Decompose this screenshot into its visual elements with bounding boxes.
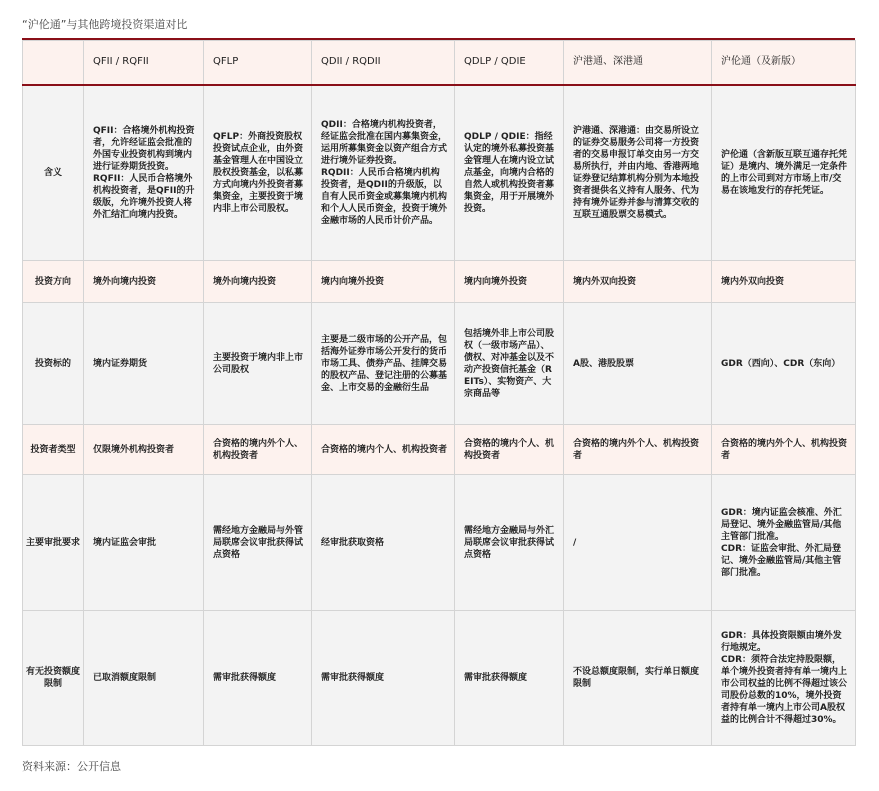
table-cell: 境内证券期货 — [84, 303, 204, 425]
table-cell: 需审批获得额度 — [312, 611, 455, 746]
table-cell: 境内证监会审批 — [84, 475, 204, 611]
table-cell: 需经地方金融局与外汇局联席会议审批获得试点资格 — [455, 475, 564, 611]
comparison-table — [22, 40, 856, 746]
source-note: 资料来源：公开信息 — [22, 760, 121, 773]
table-cell: 主要是二级市场的公开产品，包括海外证券市场公开发行的货币市场工具、债券产品、挂牌交易的股权产品、登记注册的公募基金、上市交易的金融衍生品 — [312, 303, 455, 425]
table-cell: 不设总额度限制，实行单日额度限制 — [564, 611, 712, 746]
table-cell: 境内向境外投资 — [455, 261, 564, 303]
table-cell: GDR（西向）、CDR（东向） — [712, 303, 856, 425]
row-label: 含义 — [23, 85, 84, 261]
table-row — [23, 261, 856, 303]
table-cell: 境外向境内投资 — [204, 261, 312, 303]
table-row — [23, 85, 856, 261]
header-connect: 沪港通、深港通 — [564, 41, 712, 85]
table-cell: QFII：合格境外机构投资者，允许经证监会批准的外国专业投资机构到境内进行证券期货投资。 RQFII：人民币合格境外机构投资者，是QFII的升级版，允许境外投资人将外汇结汇向境内投资。 — [84, 85, 204, 261]
table-cell: 经审批获取资格 — [312, 475, 455, 611]
table-cell: 合资格的境内个人、机构投资者 — [455, 425, 564, 475]
table-cell: 主要投资于境内非上市公司股权 — [204, 303, 312, 425]
table-cell: A股、港股股票 — [564, 303, 712, 425]
table-cell: 需审批获得额度 — [204, 611, 312, 746]
table-cell: QFLP：外商投资股权投资试点企业，由外资基金管理人在中国设立股权投资基金，以私募方式向境内外投资者募集资金，主要投资于境内非上市公司股权。 — [204, 85, 312, 261]
table-cell: 合资格的境内外个人、机构投资者 — [564, 425, 712, 475]
row-label: 投资标的 — [23, 303, 84, 425]
table-cell: QDLP / QDIE：指经认定的境外私募投资基金管理人在境内设立试点基金，向境内合格的自然人或机构投资者募集资金，用于开展境外投资。 — [455, 85, 564, 261]
table-cell: 合资格的境内外个人、机构投资者 — [712, 425, 856, 475]
row-label: 投资者类型 — [23, 425, 84, 475]
header-hlconnect: 沪伦通（及新版） — [712, 41, 856, 85]
header-qdlp: QDLP / QDIE — [455, 41, 564, 85]
table-cell: / — [564, 475, 712, 611]
table-cell: 合资格的境内外个人、机构投资者 — [204, 425, 312, 475]
table-cell: 包括境外非上市公司股权（一级市场产品）、债权、对冲基金以及不动产投资信托基金（REITs）、实物资产、大宗商品等 — [455, 303, 564, 425]
table-cell: 仅限境外机构投资者 — [84, 425, 204, 475]
table-cell: 合资格的境内个人、机构投资者 — [312, 425, 455, 475]
row-label: 投资方向 — [23, 261, 84, 303]
table-row — [23, 611, 856, 746]
table-cell: 需审批获得额度 — [455, 611, 564, 746]
table-row — [23, 475, 856, 611]
header-qdii: QDII / RQDII — [312, 41, 455, 85]
table-cell: 沪伦通（含新版互联互通存托凭证）是境内、境外满足一定条件的上市公司到对方市场上市/交易在该地发行的存托凭证。 — [712, 85, 856, 261]
header-qfii: QFII / RQFII — [84, 41, 204, 85]
table-cell: 境外向境内投资 — [84, 261, 204, 303]
row-label: 主要审批要求 — [23, 475, 84, 611]
table-cell: 沪港通、深港通：由交易所设立的证券交易服务公司将一方投资者的交易申报订单交由另一方交易所执行，并由内地、香港两地证券登记结算机构分别为本地投资者提供名义持有人服务、代为持有境外证券并参与清算交收的互联互通股票交易模式。 — [564, 85, 712, 261]
table-cell: 境内外双向投资 — [564, 261, 712, 303]
table-cell: 已取消额度限制 — [84, 611, 204, 746]
table-cell: QDII：合格境内机构投资者，经证监会批准在国内募集资金，运用所募集资金以资产组合方式进行境外证券投资。 RQDII：人民币合格境内机构投资者，是QDII的升级版，以自有人民币资金或募集境内机构和个人人民币资金，投资于境外金融市场的人民币计价产品。 — [312, 85, 455, 261]
table-cell: 境内外双向投资 — [712, 261, 856, 303]
table-cell: GDR：境内证监会核准、外汇局登记、境外金融监管局/其他主管部门批准。 CDR：证监会审批、外汇局登记、境外金融监管局/其他主管部门批准。 — [712, 475, 856, 611]
table-cell: 需经地方金融局与外管局联席会议审批获得试点资格 — [204, 475, 312, 611]
table-cell: 境内向境外投资 — [312, 261, 455, 303]
header-qflp: QFLP — [204, 41, 312, 85]
table-row — [23, 303, 856, 425]
table-row — [23, 425, 856, 475]
table-cell: GDR：具体投资限额由境外发行地规定。 CDR：须符合法定持股限额，单个境外投资者持有单一境内上市公司权益的比例不得超过该公司股份总数的10%，境外投资者持有单一境内上市公司A股权益的比例合计不得超过30%。 — [712, 611, 856, 746]
header-corner — [23, 41, 84, 85]
page-title: “沪伦通”与其他跨境投资渠道对比 — [22, 18, 188, 31]
row-label: 有无投资额度限制 — [23, 611, 84, 746]
